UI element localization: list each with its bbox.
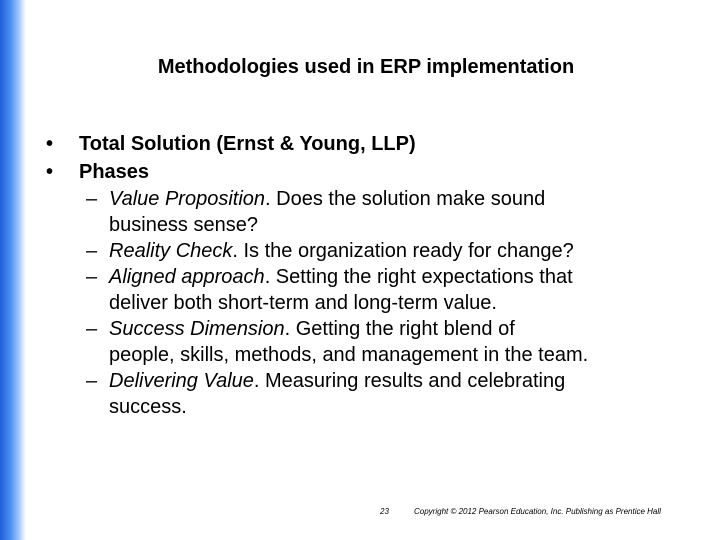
bullet-phases — [46, 158, 718, 186]
phase-line — [109, 186, 718, 212]
phase-success-dimension — [46, 316, 718, 368]
bullet-marker: • — [46, 133, 54, 155]
slide-accent-bar — [0, 0, 26, 540]
slide-content — [46, 130, 718, 420]
phase-reality-check — [46, 238, 718, 264]
dash-marker: – — [86, 266, 98, 288]
bullet-marker: • — [46, 161, 54, 183]
bullet-text: Phases — [79, 161, 150, 183]
phase-description: . Getting the right blend of — [284, 318, 515, 340]
bullet-total-solution — [46, 130, 718, 158]
phase-line — [109, 238, 718, 264]
dash-marker: – — [86, 318, 98, 340]
phase-line-continued: success. — [109, 396, 187, 418]
phase-term: Value Proposition — [109, 188, 266, 210]
phase-description: . Is the organization ready for change? — [232, 240, 574, 262]
phase-term: Success Dimension — [109, 318, 285, 340]
dash-marker: – — [86, 370, 98, 392]
phase-line — [109, 264, 718, 290]
phase-aligned-approach — [46, 264, 718, 316]
copyright-notice: Copyright © 2012 Pearson Education, Inc. Publishing as Prentice Hall — [414, 507, 661, 516]
phase-value-proposition — [46, 186, 718, 238]
page-number: 23 — [380, 507, 389, 516]
phase-line-continued: people, skills, methods, and management in the team. — [109, 344, 589, 366]
phase-delivering-value — [46, 368, 718, 420]
phase-line-continued: business sense? — [109, 214, 258, 236]
dash-marker: – — [86, 188, 98, 210]
phase-line — [109, 368, 718, 394]
phase-term: Aligned approach — [109, 266, 265, 288]
slide-title: Methodologies used in ERP implementation — [157, 56, 575, 78]
phase-description: . Does the solution make sound — [265, 188, 546, 210]
phase-description: . Setting the right expectations that — [264, 266, 573, 288]
phase-description: . Measuring results and celebrating — [253, 370, 566, 392]
phase-term: Delivering Value — [109, 370, 254, 392]
dash-marker: – — [86, 240, 98, 262]
phase-term: Reality Check — [109, 240, 233, 262]
phase-line-continued: deliver both short-term and long-term value. — [109, 292, 497, 314]
bullet-text: Total Solution (Ernst & Young, LLP) — [79, 133, 416, 155]
phase-line — [109, 316, 718, 342]
